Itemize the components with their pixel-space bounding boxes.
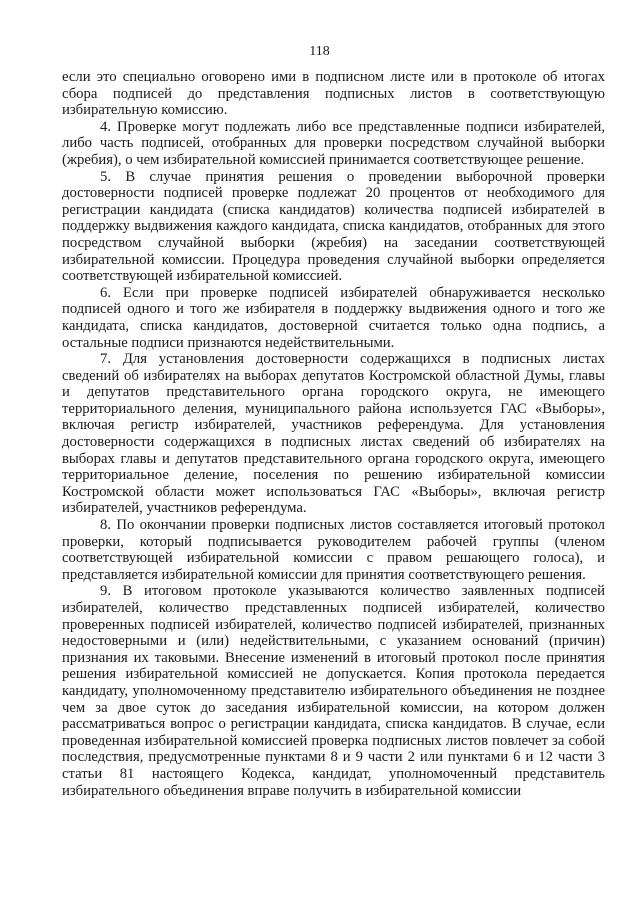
- paragraph-item-7: 7. Для установления достоверности содержащихся в подписных листах сведений об избирателях на выборах депутатов Костромской областной Думы, главы и депутатов представительного органа городского округа, не имеющего территориального деления, муниципального района используется ГАС «Выборы», включая регистр избирателей, участников референдума. Для установления достоверности содержащихся в подписных листах сведений об избирателях на выборах главы и депутатов представительного органа городского округа, имеющего территориальное деление, поселения по решению избирательной комиссии Костромской области может использоваться ГАС «Выборы», включая регистр избирателей, участников референдума.: [62, 351, 605, 517]
- paragraph-continuation: если это специально оговорено ими в подписном листе или в протоколе об итогах сбора подписей до представления подписных листов в соответствующую избирательную комиссию.: [62, 69, 605, 119]
- paragraph-item-6: 6. Если при проверке подписей избирателей обнаруживается несколько подписей одного и того же избирателя в поддержку выдвижения одного и того же кандидата, списка кандидатов, достоверной считается только одна подпись, а остальные подписи признаются недействительными.: [62, 284, 605, 351]
- document-body: [62, 69, 605, 799]
- page-number: 118: [309, 44, 330, 59]
- paragraph-item-8: 8. По окончании проверки подписных листов составляется итоговый протокол проверки, который подписывается руководителем рабочей группы (членом соответствующей избирательной комиссии с правом решающего голоса), и представляется избирательной комиссии для принятия соответствующего решения.: [62, 517, 605, 583]
- paragraph-item-9: 9. В итоговом протоколе указываются количество заявленных подписей избирателей, количество представленных подписей избирателей, количество проверенных подписей избирателей, количество подписей избирателей, признанных недостоверными и (или) недействительными, с указанием оснований (причин) признания их таковыми. Внесение изменений в итоговый протокол после принятия решения избирательной комиссией не допускается. Копия протокола передается кандидату, уполномоченному представителю избирательного объединения не позднее чем за двое суток до заседания избирательной комиссии, на котором должен рассматриваться вопрос о регистрации кандидата, списка кандидатов. В случае, если проведенная избирательной комиссией проверка подписных листов повлечет за собой последствия, предусмотренные пунктами 8 и 9 части 2 или пунктами 6 и 12 части 3 статьи 81 настоящего Кодекса, кандидат, уполномоченный представитель избирательного объединения вправе получить в избирательной комиссии: [62, 583, 605, 799]
- paragraph-item-5: 5. В случае принятия решения о проведении выборочной проверки достоверности подписей проверке подлежат 20 процентов от необходимого для регистрации кандидата (списка кандидатов) количества подписей избирателей в поддержку выдвижения каждого кандидата, списка кандидатов, отобранных для этого посредством случайной выборки (жребия) на заседании соответствующей избирательной комиссии. Процедура проведения случайной выборки определяется соответствующей избирательной комиссией.: [62, 168, 605, 285]
- paragraph-item-4: 4. Проверке могут подлежать либо все представленные подписи избирателей, либо часть подписей, отобранных для проверки посредством случайной выборки (жребия), о чем избирательной комиссией принимается соответствующее решение.: [62, 118, 605, 168]
